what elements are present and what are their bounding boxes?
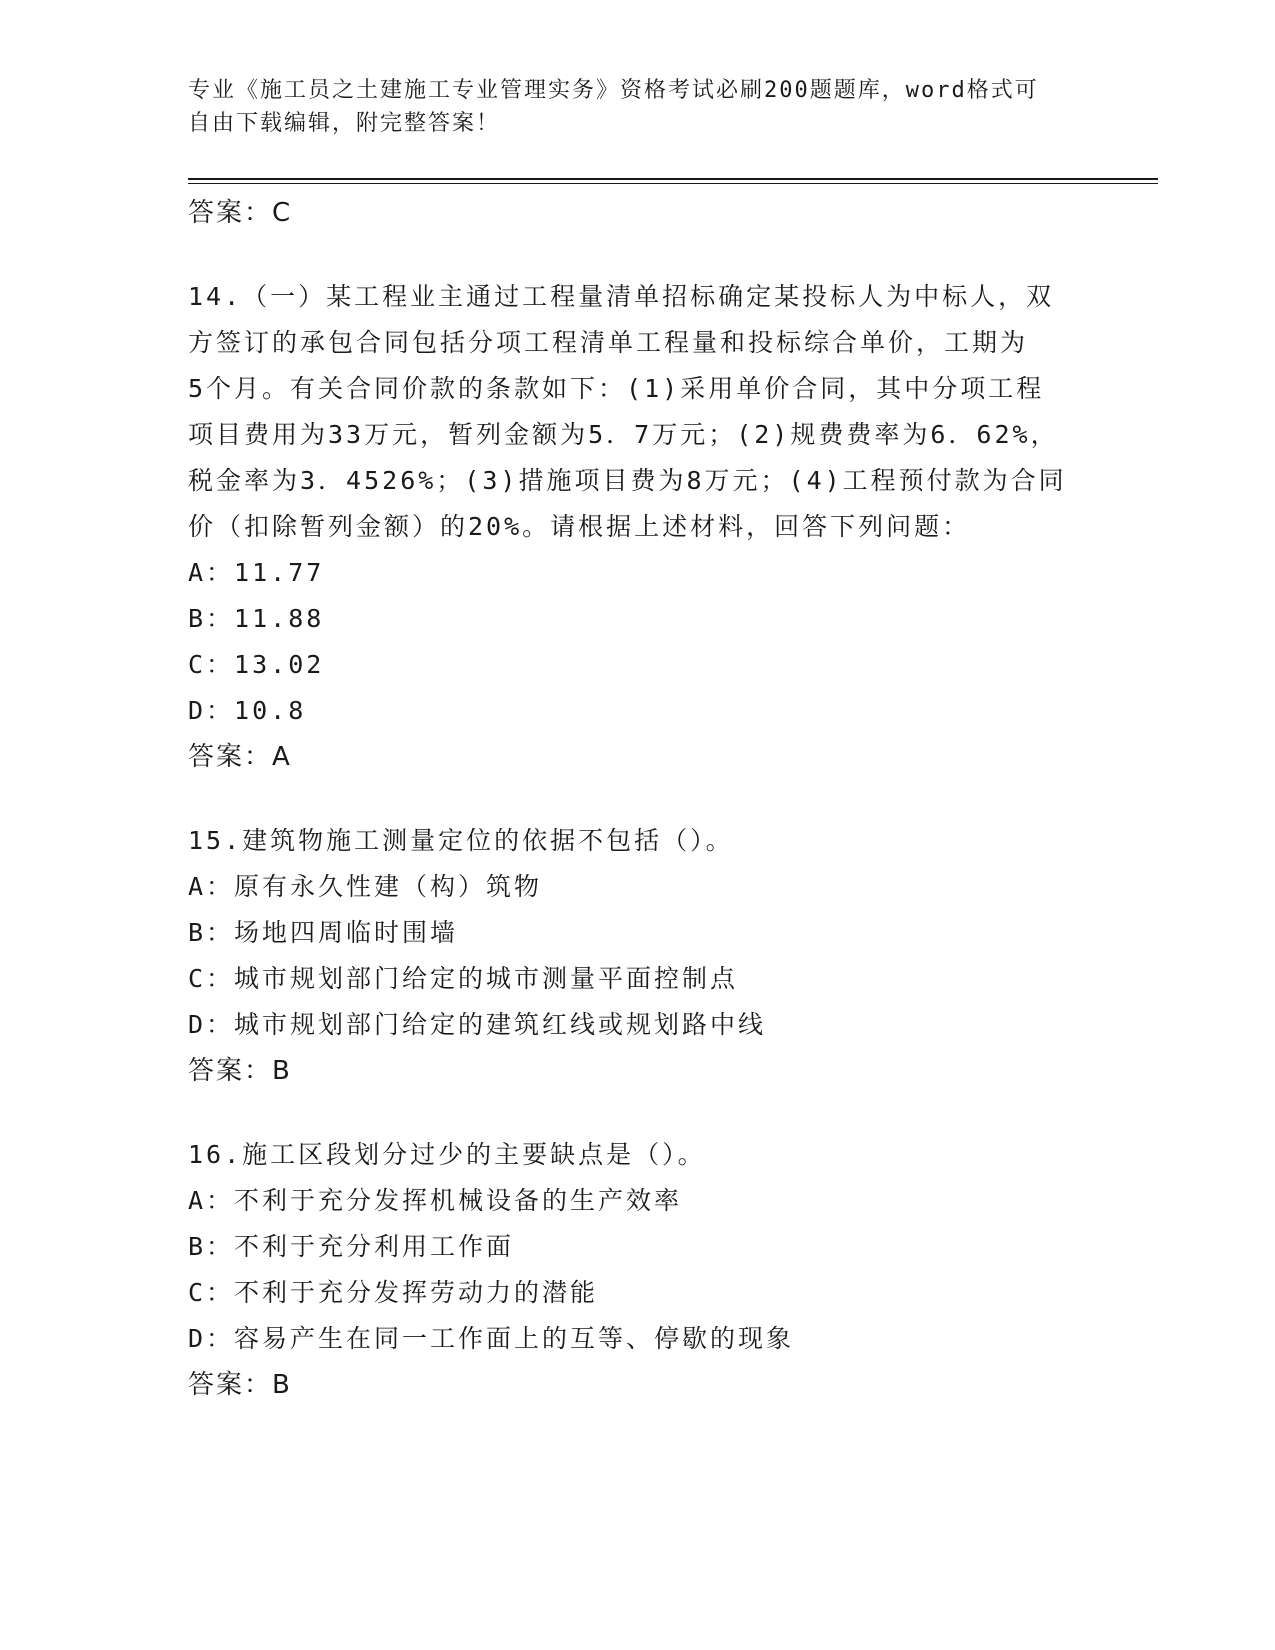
header-line-2: 自由下载编辑，附完整答案！	[188, 111, 501, 136]
question-14	[188, 274, 1088, 780]
document-body	[188, 190, 1088, 1408]
document-header	[188, 74, 1068, 140]
question-stem-line: 价（扣除暂列金额）的20%。请根据上述材料，回答下列问题：	[188, 512, 971, 541]
answer: 答案：B	[188, 1370, 292, 1400]
option-a: A：原有永久性建（构）筑物	[188, 872, 543, 901]
spacer	[188, 236, 1088, 274]
option-d: D：10.8	[188, 696, 307, 725]
option-a: A：11.77	[188, 558, 325, 587]
option-b: B：场地四周临时围墙	[188, 918, 459, 947]
option-c: C：13.02	[188, 650, 325, 679]
question-stem-line: 14.（一）某工程业主通过工程量清单招标确定某投标人为中标人，双	[188, 282, 1055, 311]
option-a: A：不利于充分发挥机械设备的生产效率	[188, 1186, 683, 1215]
option-b: B：不利于充分利用工作面	[188, 1232, 515, 1261]
question-stem-line: 5个月。有关合同价款的条款如下：(1)采用单价合同，其中分项工程	[188, 374, 1045, 403]
option-b: B：11.88	[188, 604, 325, 633]
option-c: C：城市规划部门给定的城市测量平面控制点	[188, 964, 739, 993]
option-d: D：容易产生在同一工作面上的互等、停歇的现象	[188, 1324, 795, 1353]
previous-answer: 答案：C	[188, 198, 293, 228]
header-line-1: 专业《施工员之土建施工专业管理实务》资格考试必刷200题题库，word格式可	[188, 78, 1039, 103]
option-c: C：不利于充分发挥劳动力的潜能	[188, 1278, 599, 1307]
question-stem-line: 税金率为3．4526%；(3)措施项目费为8万元；(4)工程预付款为合同	[188, 466, 1067, 495]
question-16	[188, 1132, 1088, 1408]
question-stem-line: 16.施工区段划分过少的主要缺点是（）。	[188, 1140, 706, 1169]
question-stem-line: 项目费用为33万元，暂列金额为5．7万元；(2)规费费率为6．62%，	[188, 420, 1059, 449]
spacer	[188, 1094, 1088, 1132]
header-rule-thin	[188, 183, 1158, 184]
question-stem-line: 15.建筑物施工测量定位的依据不包括（）。	[188, 826, 734, 855]
question-stem-line: 方签订的承包合同包括分项工程清单工程量和投标综合单价，工期为	[188, 328, 1029, 357]
header-rule-thick	[188, 178, 1158, 180]
option-d: D：城市规划部门给定的建筑红线或规划路中线	[188, 1010, 767, 1039]
answer: 答案：B	[188, 1056, 292, 1086]
question-15	[188, 818, 1088, 1094]
answer: 答案：A	[188, 742, 292, 772]
spacer	[188, 780, 1088, 818]
